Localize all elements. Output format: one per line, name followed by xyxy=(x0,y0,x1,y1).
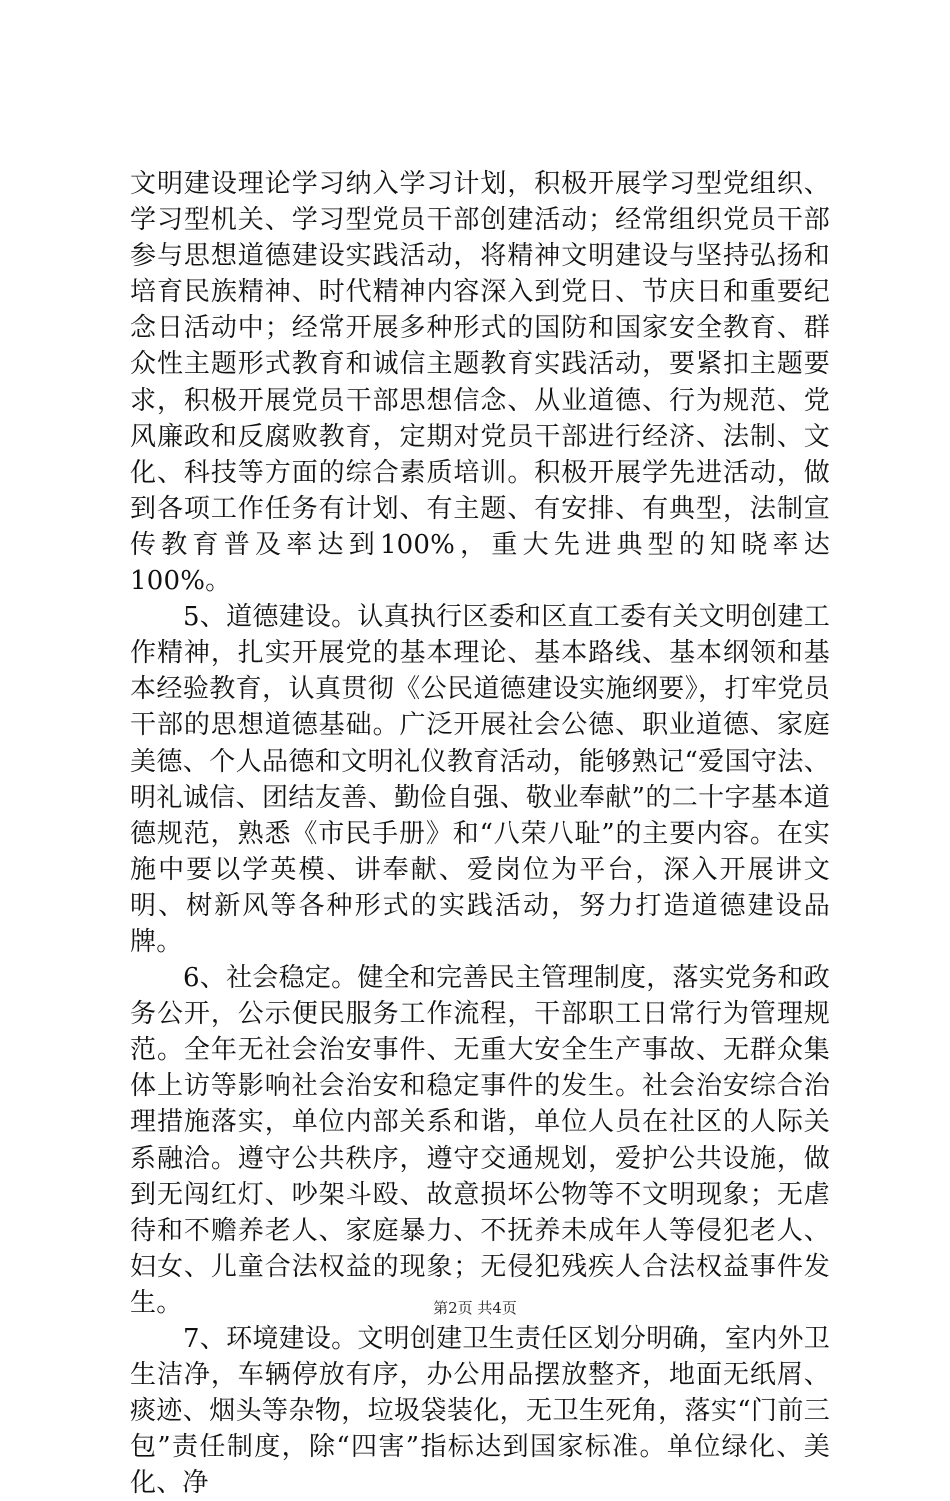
paragraph-continuation: 文明建设理论学习纳入学习计划，积极开展学习型党组织、学习型机关、学习型党员干部创建活动；经常组织党员干部参与思想道德建设实践活动，将精神文明建设与坚持弘扬和培育民族精神、时代精神内容深入到党日、节庆日和重要纪念日活动中；经常开展多种形式的国防和国家安全教育、群众性主题形式教育和诚信主题教育实践活动，要紧扣主题要求，积极开展党员干部思想信念、从业道德、行为规范、党风廉政和反腐败教育，定期对党员干部进行经济、法制、文化、科技等方面的综合素质培训。积极开展学先进活动，做到各项工作任务有计划、有主题、有安排、有典型，法制宣传教育普及率达到100%，重大先进典型的知晓率达100%。 xyxy=(130,169,830,597)
paragraph-environment-construction: 7、环境建设。文明创建卫生责任区划分明确，室内外卫生洁净，车辆停放有序，办公用品摆放整齐，地面无纸屑、痰迹、烟头等杂物，垃圾袋装化，无卫生死角，落实“门前三包”责任制度，除“四害”指标达到国家标准。单位绿化、美化、净 xyxy=(130,1324,830,1499)
paragraph-social-stability: 6、社会稳定。健全和完善民主管理制度，落实党务和政务公开，公示便民服务工作流程，干部职工日常行为管理规范。全年无社会治安事件、无重大安全生产事故、无群众集体上访等影响社会治安和稳定事件的发生。社会治安综合治理措施落实，单位内部关系和谐，单位人员在社区的人际关系融洽。遵守公共秩序，遵守交通规划，爱护公共设施，做到无闯红灯、吵架斗殴、故意损坏公物等不文明现象；无虐待和不赡养老人、家庭暴力、不抚养未成年人等侵犯老人、妇女、儿童合法权益的现象；无侵犯残疾人合法权益事件发生。 xyxy=(130,963,830,1318)
page-footer: 第2页 共4页 xyxy=(433,1299,517,1317)
paragraph-moral-construction: 5、道德建设。认真执行区委和区直工委有关文明创建工作精神，扎实开展党的基本理论、基本路线、基本纲领和基本经验教育，认真贯彻《公民道德建设实施纲要》，打牢党员干部的思想道德基础。广泛开展社会公德、职业道德、家庭美德、个人品德和文明礼仪教育活动，能够熟记“爱国守法、明礼诚信、团结友善、勤俭自强、敬业奉献”的二十字基本道德规范，熟悉《市民手册》和“八荣八耻”的主要内容。在实施中要以学英模、讲奉献、爱岗位为平台，深入开展讲文明、树新风等各种形式的实践活动，努力打造道德建设品牌。 xyxy=(130,602,830,957)
